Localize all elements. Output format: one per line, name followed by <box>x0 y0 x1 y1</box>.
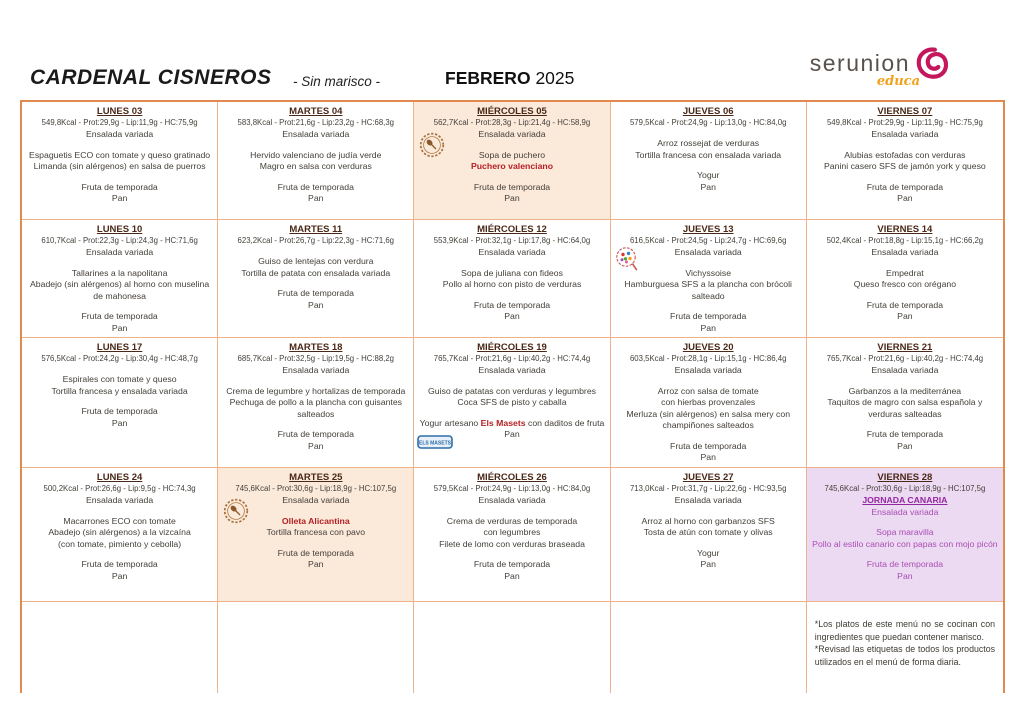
menu-line: Fruta de temporada <box>866 181 944 192</box>
line-spacer <box>616 259 801 268</box>
nutrition-summary: 549,8Kcal - Prot:29,9g - Lip:11,9g - HC:75,9g <box>826 118 983 127</box>
footnote-cell <box>807 602 1003 693</box>
line-spacer <box>419 141 604 150</box>
serunion-logo <box>810 44 952 89</box>
footnote-line: *Revisad las etiquetas de todos los productos utilizados en el menú de forma diaria. <box>814 644 995 667</box>
line-spacer <box>419 409 604 418</box>
line-spacer <box>419 173 604 182</box>
menu-line: con hierbas provenzales <box>661 397 756 407</box>
day-header: VIERNES 14 <box>877 224 933 235</box>
line-spacer <box>419 291 604 300</box>
day-header: LUNES 17 <box>96 342 143 353</box>
menu-line: Fruta de temporada <box>670 440 747 451</box>
menu-line: Fruta de temporada <box>81 181 158 192</box>
menu-line: Tallarines a la napolitana <box>71 267 168 278</box>
cell-jueves-06 <box>611 102 807 220</box>
menu-line: Magro en salsa con verduras <box>259 161 372 171</box>
menu-line: Queso fresco con orégano <box>853 279 957 289</box>
line-spacer <box>419 507 604 516</box>
line-spacer <box>812 420 998 429</box>
educa-wordmark: educa <box>876 74 920 89</box>
menu-line: Empedrat <box>886 267 924 278</box>
menu-line: Fruta de temporada <box>277 547 354 558</box>
cell-miércoles-26 <box>414 468 610 602</box>
nutrition-summary: 549,8Kcal - Prot:29,9g - Lip:11,9g - HC:75,9g <box>41 118 198 127</box>
menu-line: Pan <box>700 559 716 569</box>
menu-line: Ensalada variada <box>282 495 350 505</box>
menu-line: Pan <box>897 570 913 581</box>
menu-line: Sopa de juliana con fideos <box>461 267 563 278</box>
menu-line: Pan <box>111 570 128 581</box>
nutrition-summary: 502,4Kcal - Prot:18,8g - Lip:15,1g - HC:66,2g <box>826 236 984 245</box>
nutrition-summary: 500,2Kcal - Prot:26,6g - Lip:9,5g - HC:74,3g <box>43 484 196 493</box>
month-name: FEBRERO <box>445 68 531 88</box>
line-spacer <box>27 141 212 150</box>
line-spacer <box>223 420 408 429</box>
line-spacer <box>223 377 408 386</box>
menu-line: Pan <box>308 440 324 451</box>
menu-line: Pan <box>897 440 913 451</box>
nutrition-summary: 583,8Kcal - Prot:21,6g - Lip:23,2g - HC:68,3g <box>237 118 395 127</box>
nutrition-summary: 610,7Kcal - Prot:22,3g - Lip:24,3g - HC:71,6g <box>41 236 198 245</box>
menu-line: Ensalada variada <box>674 495 742 505</box>
line-spacer <box>812 377 998 386</box>
menu-line: Fruta de temporada <box>277 181 354 192</box>
nutrition-summary: 562,7Kcal - Prot:28,3g - Lip:21,4g - HC:58,9g <box>433 118 591 127</box>
menu-grid <box>20 100 1005 693</box>
svg-text:ELS MASETS: ELS MASETS <box>419 440 452 447</box>
line-spacer <box>223 141 408 150</box>
year-label: 2025 <box>535 68 575 88</box>
menu-line-segment: Els Masets <box>480 417 526 428</box>
menu-line: Pan <box>111 417 128 428</box>
line-spacer <box>27 397 212 406</box>
day-header: MIÉRCOLES 19 <box>477 342 547 353</box>
cell-martes-11 <box>218 220 414 338</box>
menu-line: Pan <box>308 193 324 203</box>
menu-line: Abadejo (sin alérgenos) al horno con muselina de mahonesa <box>30 279 210 301</box>
menu-line: Pan <box>111 322 128 333</box>
line-spacer <box>27 550 212 559</box>
menu-line: Ensalada variada <box>478 495 546 505</box>
menu-line: Tosta de atún con tomate y olivas <box>643 527 773 537</box>
menu-line: Puchero valenciano <box>470 161 554 171</box>
menu-line: Pan <box>504 193 520 203</box>
menu-line: Crema de verduras de temporada <box>446 515 578 526</box>
menu-line-segment: con daditos de fruta <box>525 417 605 428</box>
nutrition-summary: 713,0Kcal - Prot:31,7g - Lip:22,6g - HC:93,5g <box>629 484 787 493</box>
menu-line: Yogur <box>697 547 720 558</box>
line-spacer <box>419 550 604 559</box>
menu-line: Alubias estofadas con verduras <box>844 149 966 160</box>
prueba-la-cuchara-stamp-icon <box>419 132 445 163</box>
line-spacer <box>27 302 212 311</box>
menu-line: Ensalada variada <box>871 247 939 257</box>
menu-line: Fruta de temporada <box>81 559 158 569</box>
menu-line: Fruta de temporada <box>866 559 944 569</box>
menu-line: Fruta de temporada <box>473 181 551 192</box>
menu-line: Tortilla francesa con pavo <box>266 527 366 537</box>
cell-jueves-13 <box>611 220 807 338</box>
menu-line: con legumbres <box>483 527 541 537</box>
day-header: JUEVES 20 <box>682 342 734 353</box>
menu-line: Arroz con salsa de tomate <box>657 385 759 396</box>
empty-cell <box>611 602 807 693</box>
line-spacer <box>812 550 998 559</box>
menu-line: Fruta de temporada <box>277 429 354 439</box>
nutrition-summary: 685,7Kcal - Prot:32,5g - Lip:19,5g - HC:88,2g <box>237 354 395 363</box>
menu-line: Pan <box>700 181 716 192</box>
menu-line: Fruta de temporada <box>81 311 158 321</box>
menu-line: Ensalada variada <box>871 506 939 517</box>
day-header: VIERNES 21 <box>877 342 933 353</box>
cell-lunes-10 <box>22 220 218 338</box>
menu-line: Sopa de puchero <box>478 149 546 160</box>
cell-lunes-03 <box>22 102 218 220</box>
day-header: LUNES 10 <box>96 224 143 235</box>
menu-line: Pan <box>897 193 913 203</box>
day-header: LUNES 24 <box>96 472 143 483</box>
line-spacer <box>616 302 801 311</box>
menu-line: Fruta de temporada <box>81 406 158 416</box>
line-spacer <box>223 247 408 256</box>
day-header: MARTES 11 <box>289 224 343 235</box>
els-masets-badge-icon <box>417 435 453 454</box>
menu-line: Pollo al estilo canario con papas con mojo picón <box>812 538 998 549</box>
empty-cell <box>218 602 414 693</box>
menu-line: Merluza (sin alérgenos) en salsa mery con champiñones salteados <box>626 408 791 430</box>
cell-martes-04 <box>218 102 414 220</box>
menu-line: Ensalada variada <box>674 365 742 375</box>
menu-line: Ensalada variada <box>86 247 154 257</box>
discover-campaign-icon <box>615 246 639 278</box>
prueba-la-cuchara-stamp-icon <box>223 498 249 529</box>
line-spacer <box>812 291 998 300</box>
menu-line: Limanda (sin alérgenos) en salsa de puerros <box>33 161 206 171</box>
menu-line: Ensalada variada <box>282 129 350 139</box>
menu-line: Ensalada variada <box>674 247 742 257</box>
line-spacer <box>616 539 801 548</box>
menu-line: Fruta de temporada <box>473 299 551 310</box>
menu-line: Hamburguesa SFS a la plancha con brócoli salteado <box>624 279 792 301</box>
menu-line: Fruta de temporada <box>473 559 551 569</box>
nutrition-summary: 579,5Kcal - Prot:24,9g - Lip:13,0g - HC:84,0g <box>433 484 591 493</box>
line-spacer <box>812 259 998 268</box>
menu-line: Pollo al horno con pisto de verduras <box>442 279 582 289</box>
menu-line: (con tomate, pimiento y cebolla) <box>58 538 182 549</box>
menu-line: Guiso de lentejas con verdura <box>258 256 374 266</box>
line-spacer <box>616 507 801 516</box>
nutrition-summary: 553,9Kcal - Prot:32,1g - Lip:17,8g - HC:64,0g <box>433 236 591 245</box>
menu-line: Ensalada variada <box>86 129 154 139</box>
day-header: MARTES 18 <box>289 342 343 353</box>
cell-miércoles-12 <box>414 220 610 338</box>
empty-cell <box>414 602 610 693</box>
menu-line: Arroz rossejat de verduras <box>657 138 760 148</box>
menu-line: Ensalada variada <box>478 129 546 139</box>
menu-line: Panini casero SFS de jamón york y queso <box>824 161 986 171</box>
day-header: MIÉRCOLES 12 <box>477 224 547 235</box>
menu-line: Espaguetis ECO con tomate y queso gratinado <box>29 149 211 160</box>
nutrition-summary: 765,7Kcal - Prot:21,6g - Lip:40,2g - HC:74,4g <box>433 354 591 363</box>
menu-line-segment: Yogur artesano <box>419 417 481 428</box>
line-spacer <box>27 507 212 516</box>
line-spacer <box>812 173 998 182</box>
line-spacer <box>27 365 212 374</box>
day-header: MARTES 25 <box>289 472 343 483</box>
line-spacer <box>223 539 408 548</box>
day-header: JUEVES 27 <box>682 472 734 483</box>
menu-line: Sopa maravilla <box>876 527 934 537</box>
line-spacer <box>616 432 801 441</box>
menu-line: Pechuga de pollo a la plancha con guisantes salteados <box>229 397 402 419</box>
line-spacer <box>616 161 801 170</box>
day-header: JUEVES 06 <box>682 106 734 117</box>
menu-line: Espirales con tomate y queso <box>62 374 177 384</box>
line-spacer <box>223 173 408 182</box>
menu-line: Tortilla francesa y ensalada variada <box>51 385 188 396</box>
menu-line: Fruta de temporada <box>866 429 944 439</box>
line-spacer <box>223 279 408 288</box>
nutrition-summary: 745,6Kcal - Prot:30,6g - Lip:18,9g - HC:107,5g <box>824 484 986 493</box>
menu-line: Ensalada variada <box>478 247 546 257</box>
day-header: MARTES 04 <box>289 106 343 117</box>
menu-line <box>419 418 604 430</box>
menu-line: Pan <box>504 311 520 321</box>
menu-line: Pan <box>897 311 913 321</box>
menu-line: Hervido valenciano de judía verde <box>250 149 382 160</box>
nutrition-summary: 623,2Kcal - Prot:26,7g - Lip:22,3g - HC:71,6g <box>237 236 395 245</box>
month-label <box>445 68 574 89</box>
menu-line: Pan <box>504 429 520 439</box>
menu-line: Ensalada variada <box>282 365 350 375</box>
menu-line: Coca SFS de pisto y caballa <box>457 397 567 407</box>
menu-line: Garbanzos a la mediterránea <box>848 385 962 396</box>
menu-line: Pan <box>308 299 324 310</box>
menu-line: Pan <box>308 559 324 569</box>
cell-jueves-27 <box>611 468 807 602</box>
line-spacer <box>616 377 801 386</box>
menu-line: Ensalada variada <box>86 495 154 505</box>
menu-line: Tortilla francesa con ensalada variada <box>635 149 782 160</box>
menu-line: Fruta de temporada <box>670 311 747 321</box>
menu-line: Tortilla de patata con ensalada variada <box>241 267 391 278</box>
menu-line: Pan <box>700 452 716 462</box>
cell-viernes-07 <box>807 102 1003 220</box>
nutrition-summary: 765,7Kcal - Prot:21,6g - Lip:40,2g - HC:74,4g <box>826 354 984 363</box>
cell-miércoles-19 <box>414 338 610 468</box>
day-header: VIERNES 28 <box>877 472 933 483</box>
menu-line: Pan <box>700 322 716 333</box>
day-header: MIÉRCOLES 05 <box>477 106 547 117</box>
cell-viernes-14 <box>807 220 1003 338</box>
nutrition-summary: 576,5Kcal - Prot:24,2g - Lip:30,4g - HC:48,7g <box>41 354 198 363</box>
menu-variant-label: - Sin marisco - <box>293 74 381 89</box>
nutrition-summary: 603,5Kcal - Prot:28,1g - Lip:15,1g - HC:86,4g <box>629 354 787 363</box>
line-spacer <box>223 507 408 516</box>
line-spacer <box>27 259 212 268</box>
menu-line: Pan <box>111 193 128 203</box>
menu-line: Ensalada variada <box>478 365 546 375</box>
nutrition-summary: 616,5Kcal - Prot:24,5g - Lip:24,7g - HC:69,6g <box>629 236 787 245</box>
menu-line: Fruta de temporada <box>277 288 354 298</box>
day-header: VIERNES 07 <box>877 106 933 117</box>
menu-line: Guiso de patatas con verduras y legumbres <box>427 385 597 396</box>
menu-line: Ensalada variada <box>871 365 939 375</box>
menu-line: Crema de legumbre y hortalizas de temporada <box>226 385 406 396</box>
menu-line: Yogur <box>697 170 720 180</box>
page-header <box>0 0 1024 100</box>
menu-line: Taquitos de magro con salsa española y verduras salteadas <box>827 397 983 419</box>
day-header: JUEVES 13 <box>682 224 734 235</box>
line-spacer <box>812 141 998 150</box>
line-spacer <box>419 259 604 268</box>
cell-lunes-17 <box>22 338 218 468</box>
footnote-line: *Los platos de este menú no se cocinan con ingredientes que puedan contener marisco. <box>814 619 995 642</box>
cell-jueves-20 <box>611 338 807 468</box>
menu-line: Vichyssoise <box>685 267 732 278</box>
serunion-wordmark: serunion <box>809 49 910 76</box>
menu-line: Macarrones ECO con tomate <box>63 515 176 526</box>
line-spacer <box>419 377 604 386</box>
day-header: MIÉRCOLES 26 <box>477 472 547 483</box>
menu-line: Filete de lomo con verduras braseada <box>439 538 585 549</box>
menu-line: Pan <box>504 570 520 581</box>
menu-line: Olleta Alicantina <box>281 515 350 526</box>
menu-line: JORNADA CANARIA <box>862 495 948 505</box>
line-spacer <box>812 518 998 527</box>
menu-line: Arroz al horno con garbanzos SFS <box>641 515 775 526</box>
menu-line: Fruta de temporada <box>866 299 944 310</box>
cell-viernes-28 <box>807 468 1003 602</box>
menu-line: Ensalada variada <box>871 129 939 139</box>
page-title: CARDENAL CISNEROS <box>30 66 272 89</box>
cell-lunes-24 <box>22 468 218 602</box>
nutrition-summary: 745,6Kcal - Prot:30,6g - Lip:18,9g - HC:107,5g <box>235 484 397 493</box>
empty-cell <box>22 602 218 693</box>
cell-martes-25 <box>218 468 414 602</box>
menu-line: Abadejo (sin alérgenos) a la vizcaína <box>48 527 191 537</box>
day-header: LUNES 03 <box>96 106 143 117</box>
cell-martes-18 <box>218 338 414 468</box>
cell-miércoles-05 <box>414 102 610 220</box>
line-spacer <box>27 173 212 182</box>
nutrition-summary: 579,5Kcal - Prot:24,9g - Lip:13,0g - HC:84,0g <box>629 118 787 127</box>
cell-viernes-21 <box>807 338 1003 468</box>
line-spacer <box>616 129 801 138</box>
